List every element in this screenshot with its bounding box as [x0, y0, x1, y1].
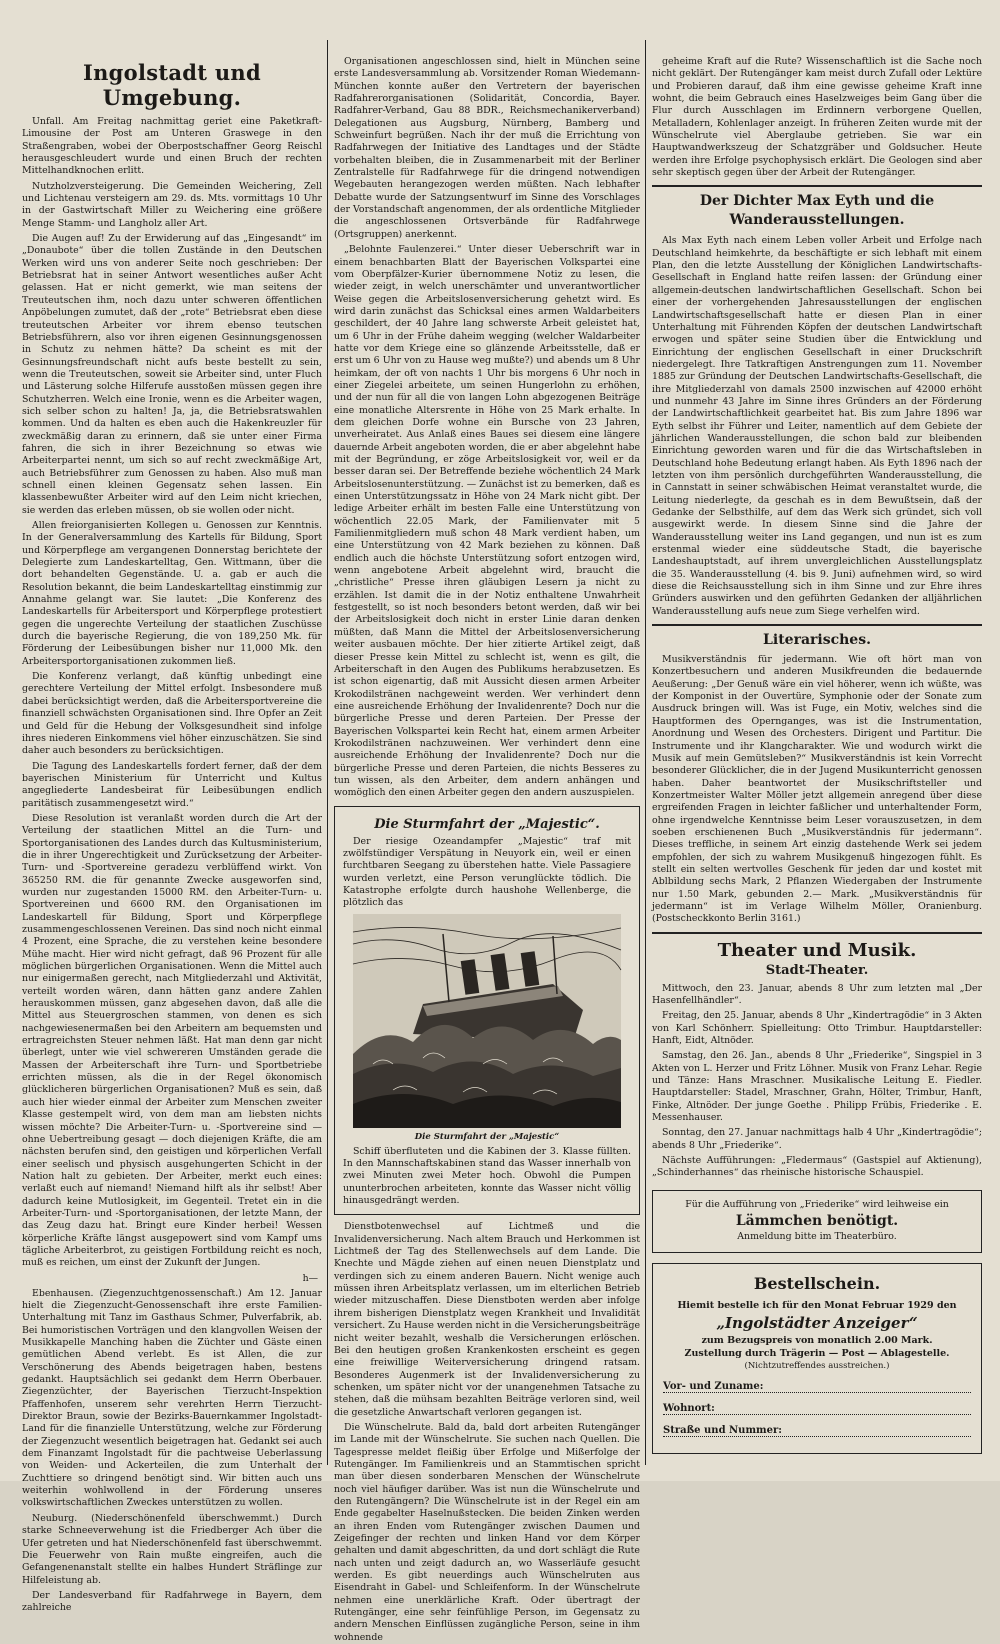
eyth-title-2: Wanderausstellungen.	[729, 212, 905, 229]
article-kollegen: Allen freiorganisierten Kollegen u. Genossen zur Kenntnis. In der Generalversammlung des Kartells für Bildung, Sport und Körperpflege am vergangenen Donnerstag berichtete der Delegierte zum Landeskartelltag, Gen. Wittmann, über die dort behandelten Gegenstände. U. a. gab er auch die Resolution bekannt, die beim Landeskartelltag einstimmig zur Annahme gelangt war. Sie lautet: „Die Konferenz des Landeskartells für Arbeitersport und Körperpflege protestiert gegen die ungerechte Verteilung der staatlichen Zuschüsse durch die bayerische Regierung, die von 189,250 Mk. für Förderung der Leibesübungen bisher nur 11,000 Mk. den Arbeitersportorganisationen zukommen ließ.	[22, 520, 322, 667]
column-divider	[645, 40, 646, 1465]
stadttheater-subtitle: Stadt-Theater.	[765, 962, 869, 978]
order-form-hint: (Nichtzutreffendes ausstreichen.)	[744, 1360, 890, 1371]
column-1	[22, 42, 322, 1614]
article-wuenschelrute: Die Wünschelrute. Bald da, bald dort arbeiten Rutengänger im Lande mit der Wünschelrute. Sie suchen nach Quellen. Die Tagespresse meldet fleißig über Erfolge und Mißerfolge der Rutengänger. Im Familienkreis und an Stammtischen spricht man über diesen sonderbaren Menschen der Wünschelrute noch viel häufiger darüber. Was ist nun die Wünschelrute und den Rutengängern? Die Wünschelrute ist in der Regel ein am Ende gegabelter Haselnußstecken. Die beiden Zinken werden an ihren Enden vom Rutengänger zwischen Daumen und Zeigefinger der rechten und linken Hand vor dem Körper gehalten und damit abgeschritten, da und dort schlägt die Rute nach unten und zeigt dadurch an, wo Wasserläufe gesucht werden. Es gibt neuerdings auch Wünschelruten aus Eisendraht in Gabel- und Schleifenform. In der Wünschelrute nehmen eine unerklärliche Kraft. Oder übertragt der Rutengänger, eine sehr feinfühlige Person, im Gegensatz zu andern Menschen Einflüssen zugängliche Person, seine in ihm wohnende	[334, 1421, 640, 1643]
theater-mittwoch: Mittwoch, den 23. Januar, abends 8 Uhr zum letzten mal „Der Hasenfellhändler“.	[652, 982, 982, 1006]
notice-line-3: Anmeldung bitte im Theaterbüro.	[737, 1231, 897, 1243]
wohnort-field-label: Wohnort:	[663, 1403, 719, 1414]
article-eyth: Als Max Eyth nach einem Leben voller Arbeit und Erfolge nach Deutschland heimkehrte, da beschäftigte er sich lebhaft mit einem Plan, den die letzte Ausstellung der Königlichen Landwirtschafts-Gesellschaft in England hatte reifen lassen: der Gründung einer allgemein-deutschen landwirtschaftlichen Gesellschaft. Schon bei einer der vorhergehenden Jahresausstellungen der englischen Landwirtschaftsgesellschaft hatte er diesen Plan in einer Unterhaltung mit Führenden Köpfen der deutschen Landwirtschaft erwogen und später seine Studien über die Entwicklung und Einrichtung der englischen Gesellschaft in einer Druckschrift niedergelegt. Ihre Tatkraftigen Anstrengungen zum 11. November 1885 zur Gründung der Deutschen Landwirtschafts-Gesellschaft, die ihre Mitgliederzahl von damals 2500 inzwischen auf 42000 erhöht und nunmehr 43 Jahre im Sinne ihres Gründers an der Förderung der Landwirtschaftlichkeit gearbeitet hat. Bis zum Jahre 1896 war Eyth selbst ihr Führer und Leiter, namentlich auf dem Gebiete der jährlichen Wanderausstellungen, die schon bald zur bleibenden Einrichtung geworden waren und für die das Wirtschaftsleben in Deutschland hohe Bedeutung erlangt haben. Als Eyth 1896 nach der letzten von ihm persönlich durchgeführten Wanderausstellung, die in Cannstatt in seiner schwäbischen Heimat veranstaltet wurde, die Leitung niederlegte, da geschah es in dem Bewußtsein, daß der Gedanke der Selbsthilfe, auf dem das Werk sich gründet, sich voll ausgewirkt werde. In diesem Sinne sind die Jahre der Wanderausstellung weiter ins Land gegangen, und nun ist es zum erstenmal wieder eine süddeutsche Stadt, die bayerische Landeshauptstadt, auf ihrem unvergleichlichen Ausstellungsplatz die 35. Wanderausstellung (4. bis 9. Juni) aufnehmen wird, so wird diese die Reichsausstellung sich in ihm Sinne und zur Ehre ihres Gründers auswirken und den geführten Gedanken der alljährlichen Wanderausstellung aufs neue zum Siege verhelfen wird.	[652, 235, 982, 617]
article-radfahrwege: Organisationen angeschlossen sind, hielt in München seine erste Landesversammlung ab. Vorsitzender Roman Wiedemann-München konnte außer den Vertretern der bayerischen Radfahrerorganisationen (Solidarität, Concordia, Bayer. Radfahrer-Verband, Gau 88 BDR., Reichsmechanikerverband) Delegationen aus Augsburg, Nürnberg, Bamberg und Schweinfurt begrüßen. Nach ihr der muß die Errichtung von Radfahrwegen der Initiative des Landtages und der Städte vorbehalten bleiben, die in Zusammenarbeit mit der Berliner Zentralstelle für Radfahrwege für die dringend notwendigen Wegebauten herangezogen werden müßten. Nach lebhafter Debatte wurde der Satzungsentwurf im Sinne des Vorschlages der Vorstandschaft angenommen, der als ordentliche Mitglieder die angeschlossenen Ortsverbände für Radfahrwege (Ortsgruppen) anerkennt.	[334, 56, 640, 240]
notice-line-1: Für die Aufführung von „Friederike“ wird leihweise ein	[685, 1198, 949, 1210]
section-rule	[652, 624, 982, 626]
theater-title: Theater und Musik.	[717, 939, 917, 961]
theater-samstag: Samstag, den 26. Jan., abends 8 Uhr „Friederike“, Singspiel in 3 Akten von L. Herzer und Fritz Löhner. Musik von Franz Lehar. Regie und Tänze: Hans Mraschner. Musikalische Leitung E. Fiedler. Hauptdarsteller: Stadel, Mraschner, Grahn, Hölter, Trimbur, Hanft, Finke, Altnöder. Der junge Goethe . Philipp Frübis, Friederike . E. Messenhauser.	[652, 1050, 982, 1124]
column-2	[334, 42, 640, 1643]
article-nutzholz: Nutzholzversteigerung. Die Gemeinden Weichering, Zell und Lichtenau versteigern am 29. ds. Mts. vormittags 10 Uhr in der Gastwirtschaft Miller zu Weichering eine größere Menge Stamm- und Langholz aller Art.	[22, 180, 322, 229]
article-resolution: Diese Resolution ist veranlaßt worden durch die Art der Verteilung der staatlichen Mittel an die Turn- und Sportorganisationen des Landes durch das Kultusministerium, die in ihrer Ungerechtigkeit und Zurücksetzung der Arbeiter-Turn- und -Sportvereine geradezu verblüffend wirkt. Von 365250 RM. die für genannte Zwecke ausgeworfen sind, wurden nur zugestanden 15000 RM. den Arbeiter-Turn- u. Sportvereinen und 6600 RM. den Organisationen im Landeskartell für Bildung, Sport und Körperpflege zusammengeschlossenen Vereinen. Das sind noch nicht einmal 4 Prozent, eine Sprache, die zu verstehen keine besondere Mühe macht. Hier wird nicht gefragt, daß 96 Prozent für alle möglichen bürgerlichen Organisationen. Wenn die Mittel auch nur einigermaßen gerecht, nach Mitgliederzahl und Aktivität, verteilt worden wären, dann hätten ganz andere Zahlen herauskommen müssen, ganz abgesehen davon, daß alle die Mittel aus Steuergroschen stammen, von denen es sich nachgewiesenermaßen bei den Arbeitern am bequemsten und ertragreichsten Steuer nehmen läßt. Hat man denn gar nicht überlegt, unter wie viel schwereren Umständen gerade die Massen der Arbeiterschaft ihre Turn- und Sportbetriebe errichten müssen, als die in der Regel ökonomisch glücklicheren bürgerlichen Organisationen? Muß es sein, daß auch hier wieder einmal der Arbeiter zum Menschen zweiter Klasse gestempelt wird, von dem man am liebsten nichts wissen möchte? Die Arbeiter-Turn- u. -Sportvereine sind — ohne Uebertreibung gesagt — doch diejenigen Kräfte, die am nächsten berufen sind, den geistigen und körperlichen Verfall einer seelisch und physisch ausgehungerten Schicht in der Nation halt zu gebieten. Der Arbeiter, merkt euch eines: verlaßt euch auf niemand! Niemand hilft als ihr selbst! Aber dadurch keine Mutlosigkeit, im Gegenteil. Tretet ein in die Arbeiter-Turn- und -Sportorganisationen, der letzte Mann, der das Zeug dazu hat. Bringt eure Kinder herbei! Wessen körperliche Kräfte längst ausgepowert sind vom Kampf ums tägliche Arbeiterbrot, zu geistigen Fortbildung reicht es noch, muß es reichen, um einst der Zukunft der Jungen.	[22, 812, 322, 1269]
order-form-delivery: Zustellung durch Trägerin — Post — Ablagestelle.	[684, 1347, 950, 1359]
column-3	[652, 42, 982, 1462]
order-form-line-1: Hiemit bestelle ich für den Monat Februar 1929 den	[677, 1299, 957, 1311]
order-form-title: Bestellschein.	[753, 1273, 881, 1293]
majestic-title: Die Sturmfahrt der „Majestic“.	[374, 816, 600, 832]
column-divider	[327, 40, 328, 1465]
article-signature: h—	[302, 1272, 318, 1284]
order-form-price: zum Bezugspreis von monatlich 2.00 Mark.	[701, 1334, 933, 1346]
article-landesverband: Der Landesverband für Radfahrwege in Bayern, dem zahlreiche	[22, 1589, 322, 1614]
article-konferenz: Die Konferenz verlangt, daß künftig unbedingt eine gerechtere Verteilung der Mittel erfolgt. Insbesondere muß dabei berücksichtigt werden, daß die Arbeitersportvereine die finanziell schwächsten Organisationen sind. Ihre Opfer an Zeit und Geld für die Hebung der Volksgesundheit sind infolge ihres niederen Einkommens viel höher einzuschätzen. Sie sind daher auch besonders zu berücksichtigen.	[22, 671, 322, 757]
article-musikverstaendnis: Musikverständnis für jedermann. Wie oft hört man von Konzertbesuchern und anderen Musikfreunden die bedauernde Aeußerung: „Der Genuß wäre ein viel höherer, wenn ich wüßte, was der Komponist in der Ouvertüre, Symphonie oder der Sonate zum Ausdruck bringen will. Was ist Fuge, ein Motiv, welches sind die Hauptformen des Opernganges, was ist die Instrumentation, Anordnung und Wesen des Orchesters. Dirigent und Partitur. Die Instrumente und ihr Klangcharakter. Wie und wodurch wirkt die Musik auf mein Gemütsleben?“ Musikverständnis ist kein Vorrecht besonderer Glücklicher, die in der Jugend Musikunterricht genossen haben. Daher beantwortet der Musikschriftsteller und Konzertmeister Walter Möller jetzt allgemein anregend über diese ergreifenden Fragen in leichter faßlicher und unterhaltender Form, ohne irgendwelche Kenntnisse beim Leser vorauszusetzen, in dem soeben erschienenen Buch „Musikverständnis für jedermann“. Dieses treffliche, in seinem Art einzig dastehende Werk sei jedem empfohlen, der sich zu wahrem Musikgenuß hingezogen fühlt. Es stellt ein selten wertvolles Geschenk für jeden dar und kostet mit Ablbildung sechs Mark, 2 Pflanzen Wiedergaben der Instrumente nur 1.50 Mark, gebunden 2.— Mark. „Musikverständnis für jedermann“ ist im Verlage Wilhelm Möller, Oranienburg. (Postscheckkonto Berlin 3161.)	[652, 654, 982, 925]
strasse-field-label: Straße und Nummer:	[663, 1425, 786, 1436]
article-faulenzerei: „Belohnte Faulenzerei.“ Unter dieser Ueberschrift war in einem benachbarten Blatt der Bayerischen Volkspartei eine vom Oberpfälzer-Kurier übernommene Notiz zu lesen, die wieder zeigt, in welch unerschämter und unverantwortlicher Weise gegen die Arbeitslosenversicherung gehetzt wird. Es wird darin zunächst das Schicksal eines armen Waldarbeiters geschildert, der 40 Jahre lang schwerste Arbeit geleistet hat, um 6 Uhr in der Frühe daheim wegging (welcher Waldarbeiter hatte vor dem Kriege eine so glänzende Arbeitsstelle, daß er erst um 6 Uhr von zu Hause weg mußte?) und abends um 8 Uhr heimkam, der oft von nachts 1 Uhr bis morgens 6 Uhr noch in einer Ziegelei arbeitete, um seinen Hungerlohn zu erhöhen, und der nun für all die von langen Lohn abgezogenen Beiträge eine monatliche Altersrente in Höhe von 25 Mark erhalte. In dem gleichen Dorfe wohne ein Bursche von 23 Jahren, unverheiratet. Aus Anlaß eines Baues sei diesem eine längere dauernde Arbeit angeboten worden, die er aber abgelehnt habe mit der Begründung, er zöge Arbeitslosigkeit vor, weil er da besser daran sei. Der Betreffende beziehe wöchentlich 24 Mark Arbeitslosenunterstützung. — Zunächst ist zu bemerken, daß es einen Unterstützungssatz in Höhe von 24 Mark nicht gibt. Der ledige Arbeiter erhält im besten Falle eine Unterstützung von wöchentlich 22.05 Mark, der Familienvater mit 5 Familienmitgliedern muß schon 48 Mark verdient haben, um eine Unterstützung von 42 Mark beziehen zu können. Daß endlich auch die höchste Unterstützung sofort entzogen wird, wenn angebotene Arbeit abgelehnt wird, braucht die „christliche“ Presse ihren gläubigen Lesern ja nicht zu erzählen. Ist damit die in der Notiz enthaltene Unwahrheit festgestellt, so ist noch besonders betont werden, daß wir bei der Arbeitslosigkeit doch nicht in erster Linie daran denken müßten, daß Mann die Mittel der Arbeitslosenversicherung weiter ausbauen möchte. Der hier zitierte Artikel zeigt, daß dieser Presse kein Mittel zu schlecht ist, wenn es gilt, die Arbeiterschaft in den Augen des Publikums herabzusetzen. Es ist schon eigenartig, daß mit Aussicht diesen armen Arbeiter Krokodilstränen nachgeweint werden. Wer verhindert denn eine ausreichende Erhöhung der Invalidenrente? Doch nur die bürgerliche Presse und deren Parteien. Der Presse der Bayerischen Volkspartei kein Recht hat, einem armen Arbeiter Krokodilstränen nachzuweinen. Wer verhindert denn eine ausreichende Erhöhung der Invalidenrente? Doch nur die bürgerliche Presse und deren Parteien, die nichts Besseres zu tun wissen, als den Arbeiter, dem andern anhängen und womöglich den einen Arbeiter gegen den andern auszuspielen.	[334, 244, 640, 799]
strasse-field[interactable]	[663, 1425, 971, 1439]
majestic-outro: Schiff überfluteten und die Kabinen der 3. Klasse füllten. In den Mannschaftskabinen stand das Wasser innerhalb von zwei Minuten zwei Meter hoch. Obwohl die Pumpen ununterbrochen arbeiteten, konnte das Wasser nicht völlig hinausgedrängt werden.	[343, 1145, 631, 1207]
article-ebenhausen: Ebenhausen. (Ziegenzuchtgenossenschaft.) Am 12. Januar hielt die Ziegenzucht-Genossenschaft ihre erste Familien-Unterhaltung mit Tanz im Gasthaus Schmer, Pulverfabrik, ab. Bei humoristischen Vorträgen und den klangvollen Weisen der Musikkapelle Manching haben die Züchter und Gäste einen gemütlichen Abend verlebt. Es ist Allen, die zur Verschönerung des Abends beigetragen haben, bestens gedankt. Hauptsächlich sei gedankt dem Herrn Oberbauer. Ziegenzüchter, der Bayerischen Tierzucht-Inspektion Pfaffenhofen, unserem sehr verehrten Herrn Tierzucht-Direktor Braun, sowie der Bezirks-Bauernkammer Ingolstadt-Land für die finanzielle Unterstützung, welche zur Förderung der Ziegenzucht wesentlich beigetragen hat. Gedankt sei auch dem Finanzamt Ingolstadt für die pachtweise Ueberlassung von Weiden- und Ackerteilen, die zum Unterhalt der Zuchttiere so dringend benötigt sind. Wir bitten auch uns weiterhin wohlwollend in der Förderung unseres volkswirtschaftlichen Zweckes unterstützen zu wollen.	[22, 1287, 322, 1509]
theater-sonntag: Sonntag, den 27. Januar nachmittags halb 4 Uhr „Kindertragödie“; abends 8 Uhr „Friederike“.	[652, 1127, 982, 1151]
name-field[interactable]	[663, 1381, 971, 1395]
name-field-label: Vor- und Zuname:	[663, 1381, 767, 1392]
order-form	[652, 1263, 982, 1454]
theater-freitag: Freitag, den 25. Januar, abends 8 Uhr „Kindertragödie“ in 3 Akten von Karl Schönherr. Spielleitung: Otto Trimbur. Hauptdarsteller: Hanft, Eidt, Altnöder.	[652, 1010, 982, 1047]
article-tagung: Die Tagung des Landeskartells fordert ferner, daß der dem bayerischen Ministerium für Unterricht und Kultus angegliederte Landesbeirat für Leibesübungen endlich paritätisch zusammengesetzt wird.“	[22, 760, 322, 809]
section-title-ingolstadt: Ingolstadt und Umgebung.	[82, 60, 261, 110]
article-rute-continued: geheime Kraft auf die Rute? Wissenschaftlich ist die Sache noch nicht geklärt. Der Rutengänger kam meist durch Zufall oder Lektüre und Probieren darauf, daß ihm eine gewisse geheime Kraft inne wohnt, die beim Gebrauch eines Haselzweiges beim Gang über die Flur durch Ausschlagen im Erdinnern verborgene Quellen, Metalladern, Kohlenlager anzeigt. In früheren Zeiten wurde mit der Wünschelrute viel Aberglaube getrieben. Sie war ein Hauptwandwerkszeug der Schatzgräber und Goldsucher. Heute werden ihre Erfolge psychophysisch erklärt. Die Geologen sind aber sehr skeptisch gegen über der Arbeit der Rutengänger.	[652, 56, 982, 179]
eyth-title-1: Der Dichter Max Eyth und die	[699, 193, 935, 210]
section-rule	[652, 185, 982, 187]
order-form-newspaper-name: „Ingolstädter Anzeiger“	[716, 1313, 918, 1332]
article-augen-auf: Die Augen auf! Zu der Erwiderung auf das „Eingesandt“ im „Donaubote“ über die tollen Zustände in den Deutschen Werken wird uns von anderer Seite noch geschrieben: Der Betriebsrat hat in seiner Antwort wesentliches außer Acht gelassen. Hat er nicht gemerkt, wie man seitens der Treuteutschen ihm, noch dazu unter schweren öffentlichen Anpöbelungen zumutet, daß der „rote“ Betriebsrat eben diese treuteutschen Arbeiter vor ihrem ebenso teutschen Betriebsführern, also vor ihren eigenen Gesinnungsgenossen in Schutz zu nehmen hätte? Da scheint es mit der Gesinnungsfreundschaft nicht aufs beste bestellt zu sein, wenn die Treuteutschen, soweit sie Arbeiter sind, unter Fluch und Lästerung solche Hilferufe ausstoßen müssen gegen ihre Schutzherren. Welch eine Ironie, wenn es die Arbeiter wagen, sich selber schon zu halten! Ja, ja, die Betriebsratswahlen kommen. Und da halten es eben auch die Hakenkreuzler für zweckmäßig daran zu erinnern, daß sie unter einer Firma fahren, die sich in ihrer Bezeichnung so etwas wie Arbeiterpartei nennt, um sich so auf recht zweckmäßige Art, auch Betriebsführer zum Genossen zu haben. Also muß man schnell einen kleinen Gegensatz sehen lassen. Ein klassenbewußter Arbeiter wird auf den Leim nicht kriechen, sie werden das erleben müssen, ob sie wollen oder nicht.	[22, 233, 322, 516]
wohnort-field[interactable]	[663, 1403, 971, 1417]
theater-naechste: Nächste Aufführungen: „Fledermaus“ (Gastspiel auf Aktienung), „Schinderhannes“ das rheinische historische Schauspiel.	[652, 1155, 982, 1179]
article-neuburg: Neuburg. (Niederschönenfeld überschwemmt.) Durch starke Schneeverwehung ist die Friedberger Ach über die Ufer getreten und hat Niederschönenfeld fast überschwemmt. Die Feuerwehr von Rain mußte eingreifen, auch die Gefangenenanstalt stellte ein halbes Hundert Sträflinge zur Hilfeleistung ab.	[22, 1512, 322, 1586]
ship-in-storm-illustration	[353, 914, 621, 1128]
literarisches-title: Literarisches.	[763, 632, 871, 649]
majestic-caption: Die Sturmfahrt der „Majestic“	[414, 1131, 560, 1142]
laemmchen-notice	[652, 1190, 982, 1253]
section-rule	[652, 932, 982, 934]
majestic-intro: Der riesige Ozeandampfer „Majestic“ traf mit zwölfstündiger Verspätung in Neuyork ein, weil er einen furchtbaren Seegang zu überstehen hatte. Viele Passagiere wurden verletzt, eine Person verunglückte tödlich. Die Katastrophe erfolgte durch haushohe Wellenberge, die plötzlich das	[343, 835, 631, 909]
notice-headline: Lämmchen benötigt.	[735, 1213, 899, 1230]
majestic-box	[334, 806, 640, 1216]
article-unfall: Unfall. Am Freitag nachmittag geriet eine Paketkraft-Limousine der Post am Unteren Graswege in den Straßengraben, wobei der Oberpostschaffner Georg Reischl herausgeschleudert wurde und einen Bruch der rechten Mittelhandknochen erlitt.	[22, 116, 322, 177]
article-dienstboten: Dienstbotenwechsel auf Lichtmeß und die Invalidenversicherung. Nach altem Brauch und Herkommen ist Lichtmeß der Tag des Stellenwechsels auf dem Lande. Die Knechte und Mägde ziehen auf einen neuen Dienstplatz und verdingen sich zu einem anderen Bauern. Nicht wenige auch müssen ihren Arbeitsplatz verlassen, um im elterlichen Betrieb wieder mitzuschaffen. Diese Dienstboten werden aber infolge ihrem bisherigen Dienstplatz wegen Krankheit und Invalidität versichert. Zu Hause werden nicht in die Versicherungsbeiträge nicht weiter bezahlt, weshalb die Versicherungen erlöschen. Bei den heutigen großen Krankenkosten erscheint es gegen eine freiwillige Weiterversicherung dringend ratsam. Besonderes Augenmerk ist der Invalidenversicherung zu schenken, um später nicht vor der unangenehmen Tatsache zu stehen, daß die mühsam bezahlten Beiträge verloren sind, weil die gesetzliche Anwartschaft verloren gegangen ist.	[334, 1221, 640, 1418]
